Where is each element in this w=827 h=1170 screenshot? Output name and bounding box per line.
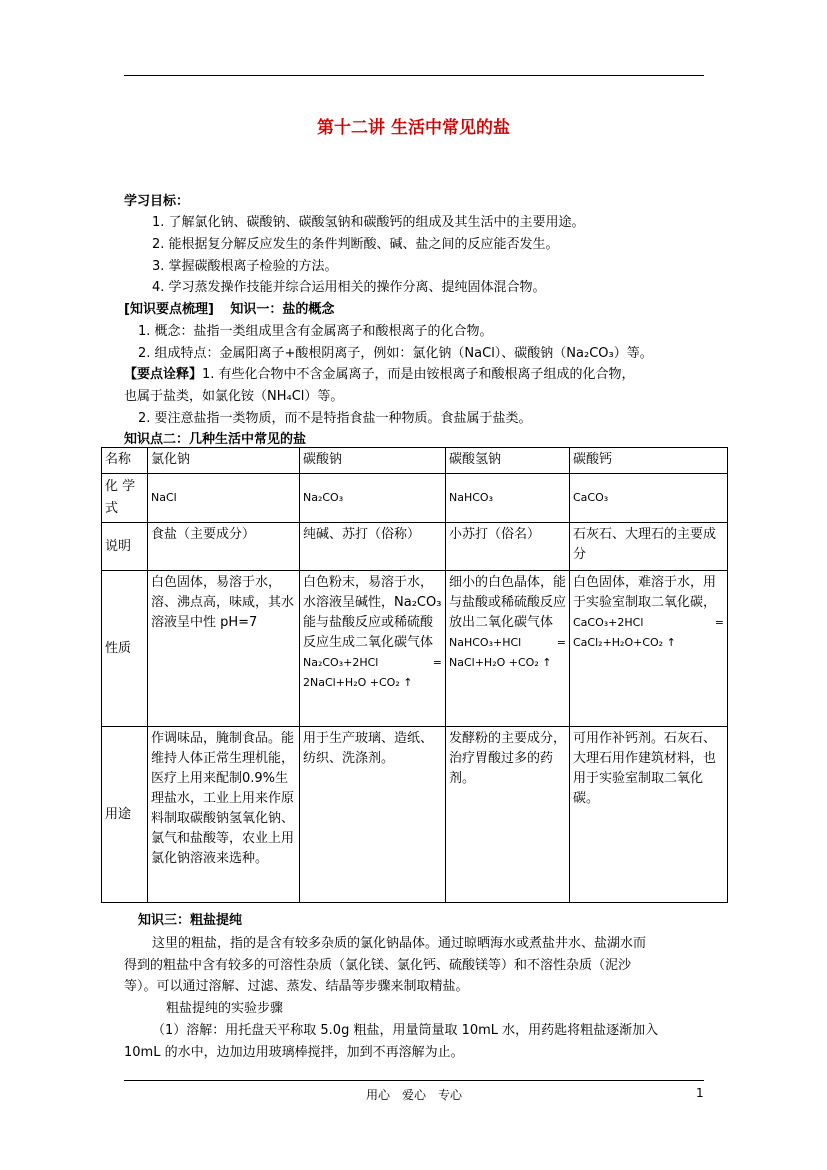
section3-para-line-1: 这里的粗盐，指的是含有较多杂质的氯化钠晶体。通过晾晒海水或煮盐井水、盐湖水而 [152,936,647,951]
prop-nahco3-text: 细小的白色晶体，能与盐酸或稀硫酸反应放出二氧化碳气体 [449,575,567,630]
use-nahco3: 发酵粉的主要成分，治疗胃酸过多的药剂。 [446,727,570,903]
desc-caco3: 石灰石、大理石的主要成分 [570,523,728,571]
formula-caco3: CaCO₃ [570,474,728,523]
prop-caco3-eq1-line [573,613,724,633]
composition-line: 2. 组成特点：金属阳离子+酸根阴离子，例如：氯化钠（NaCl）、碳酸钠（Na₂CO₃）等。 [138,346,653,361]
prop-na2co3-text: 白色粉末，易溶于水，水溶液呈碱性，Na₂CO₃能与盐酸反应或稀硫酸反应生成二氧化碳气体 [303,575,442,650]
prop-nahco3-equals: = [556,636,566,649]
footer-rule [124,1080,704,1081]
prop-na2co3-eq1-line [303,653,442,673]
use-caco3: 可用作补钙剂。石灰石、大理石用作建筑材料，也用于实验室制取二氧化碳。 [570,727,728,903]
prop-nahco3-eq1: NaHCO₃+HCl [449,636,522,649]
page-title: 第十二讲 生活中常见的盐 [317,118,510,138]
header-rule [124,75,704,76]
table-row-formula [102,474,728,523]
concept-line: 1. 概念：盐指一类组成里含有金属离子和酸根离子的化合物。 [138,324,493,339]
prop-nahco3-eq2: NaCl+H₂O +CO₂ ↑ [449,656,552,669]
objectives-heading: 学习目标： [124,194,190,209]
section1-heading [124,298,334,317]
desc-na2co3: 纯碱、苏打（俗称） [300,523,446,571]
use-na2co3: 用于生产玻璃、造纸、纺织、洗涤剂。 [300,727,446,903]
section1-heading-b: 知识一：盐的概念 [230,302,335,317]
desc-nacl: 食盐（主要成分） [148,523,300,571]
salts-table [101,447,728,903]
prop-na2co3 [300,571,446,727]
prop-caco3-equals: = [714,616,724,629]
table-row-uses [102,727,728,903]
desc-nahco3: 小苏打（俗名） [446,523,570,571]
prop-na2co3-eq1: Na₂CO₃+2HCl [303,656,379,669]
objective-item-3: 3. 掌握碳酸根离子检验的方法。 [152,259,338,274]
row-label-uses: 用途 [102,727,148,903]
objective-item-2: 2. 能根据复分解反应发生的条件判断酸、碱、盐之间的反应能否发生。 [152,237,559,252]
prop-nahco3 [446,571,570,727]
step1-line-2: 10mL 的水中，边加边用玻璃棒搅拌，加到不再溶解为止。 [124,1045,464,1060]
page-number: 1 [696,1086,704,1100]
note-line-3: 2. 要注意盐指一类物质，而不是特指食盐一种物质。食盐属于盐类。 [138,411,532,426]
section2-heading: 知识点二：几种生活中常见的盐 [124,432,307,447]
prop-caco3-text: 白色固体，难溶于水，用于实验室制取二氧化碳， [573,575,717,610]
section3-heading: 知识三：粗盐提纯 [138,913,243,928]
use-nacl: 作调味品，腌制食品。能维持人体正常生理机能，医疗上用来配制0.9%生理盐水，工业上用来作原料制取碳酸钠氢氧化钠、氯气和盐酸等，农业上用氯化钠溶液来选种。 [148,727,300,903]
row-label-props: 性质 [102,571,148,727]
prop-nahco3-eq1-line [449,633,566,653]
table-row-props [102,571,728,727]
section1-heading-a: [知识要点梳理] [124,302,214,317]
prop-caco3-eq2: CaCl₂+H₂O+CO₂ ↑ [573,636,676,649]
steps-title: 粗盐提纯的实验步骤 [166,1001,284,1016]
formula-nacl: NaCl [148,474,300,523]
header-cell-caco3: 碳酸钙 [570,448,728,474]
objective-item-4: 4. 学习蒸发操作技能并综合运用相关的操作分离、提纯固体混合物。 [152,280,546,295]
objective-item-1: 1. 了解氯化钠、碳酸钠、碳酸氢钠和碳酸钙的组成及其生活中的主要用途。 [152,215,585,230]
prop-nacl: 白色固体，易溶于水，溶、沸点高，味咸，其水溶液呈中性 pH=7 [148,571,300,727]
formula-na2co3: Na₂CO₃ [300,474,446,523]
prop-caco3-eq1: CaCO₃+2HCl [573,616,644,629]
row-label-desc: 说明 [102,523,148,571]
section3-para-line-2: 得到的粗盐中含有较多的可溶性杂质（氯化镁、氯化钙、硫酸镁等）和不溶性杂质（泥沙 [124,958,632,973]
prop-na2co3-equals: = [432,656,442,669]
table-row-desc [102,523,728,571]
row-label-formula: 化 学 式 [102,474,148,523]
note-text-1: 1. 有些化合物中不含金属离子，而是由铵根离子和酸根离子组成的化合物， [202,367,635,382]
footer-motto: 用心 爱心 专心 [366,1088,463,1102]
header-cell-nahco3: 碳酸氢钠 [446,448,570,474]
section3-para-line-3: 等）。可以通过溶解、过滤、蒸发、结晶等步骤来制取精盐。 [124,979,469,994]
header-cell-name: 名称 [102,448,148,474]
note-line-2: 也属于盐类，如氯化铵（NH₄Cl）等。 [124,389,344,404]
prop-na2co3-eq2: 2NaCl+H₂O +CO₂ ↑ [303,676,413,689]
formula-nahco3: NaHCO₃ [446,474,570,523]
step1-line-1: （1）溶解：用托盘天平称取 5.0g 粗盐，用量筒量取 10mL 水，用药匙将粗盐逐渐加入 [152,1023,659,1038]
header-cell-na2co3: 碳酸钠 [300,448,446,474]
note-line-1 [124,363,635,382]
table-header-row [102,448,728,474]
header-cell-nacl: 氯化钠 [148,448,300,474]
prop-caco3 [570,571,728,727]
note-label: 【要点诠释】 [124,367,203,382]
